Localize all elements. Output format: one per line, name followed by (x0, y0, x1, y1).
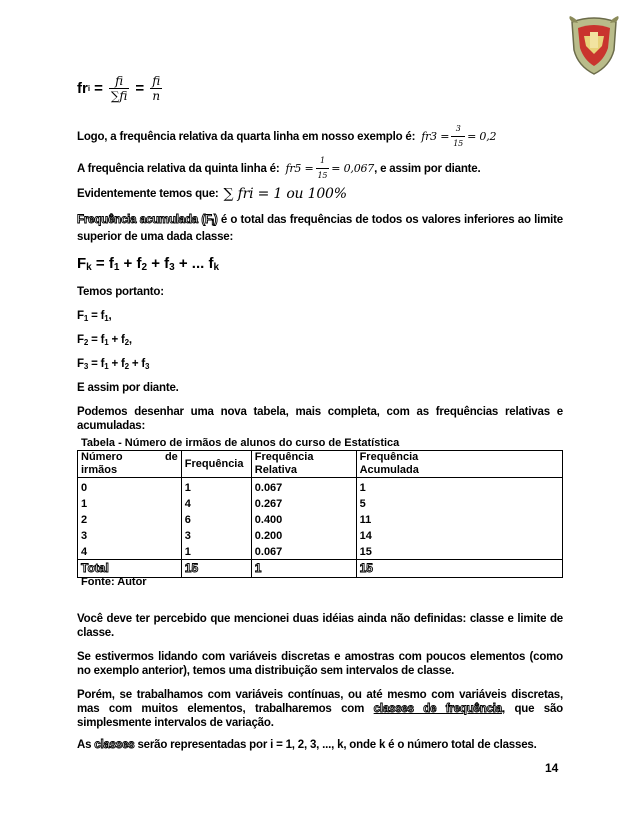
table-row (78, 495, 563, 511)
cell: 0.067 (251, 543, 356, 560)
eq-sub: 2 (124, 362, 129, 371)
fraction-denominator: 15 (317, 171, 328, 180)
fraction-fi-sum (109, 74, 130, 103)
fr5-result: = 0,067 (331, 161, 375, 175)
classes-de-frequencia-term: classes de frequência (373, 703, 502, 715)
table-caption: Tabela - Número de irmãos de alunos do curso de Estatística (81, 437, 400, 449)
cell: 3 (181, 527, 251, 543)
Fk-F: F (77, 255, 87, 272)
fraction-denominator: ∑fi (110, 89, 128, 103)
acumulada-definition (77, 213, 563, 244)
fr5-math: fr5 = (285, 161, 314, 175)
cell: 5 (356, 495, 562, 511)
eq-part: F (77, 310, 84, 322)
eq-part: = f (88, 334, 105, 346)
fraction-denominator: 15 (453, 139, 464, 148)
eq-sub: 1 (83, 314, 89, 323)
page-number: 14 (545, 761, 559, 775)
fraction-fi-n (150, 74, 162, 103)
header-frequencia (181, 451, 251, 478)
eq-sub: 3 (83, 362, 89, 371)
Fk-p2: + f (147, 255, 170, 272)
table-source: Fonte: Autor (81, 576, 147, 588)
table-total-row (78, 560, 563, 578)
eq-sub: 1 (104, 338, 109, 347)
eq-part: + f (108, 334, 125, 346)
header-relativa-b: Relativa (254, 464, 297, 476)
temos-portanto: Temos portanto: (77, 286, 164, 298)
cell: 2 (78, 511, 182, 527)
Fk-p1: + f (119, 255, 142, 272)
header-relativa (251, 451, 356, 478)
eq-sub: 3 (145, 362, 150, 371)
acumulada-term-end: ) (213, 214, 218, 226)
equation-F2 (77, 333, 132, 350)
cell: 6 (181, 511, 251, 527)
fr3-math: fr3 = (421, 129, 450, 143)
fraction-numerator: fi (152, 74, 161, 88)
Fk-s1: 1 (113, 262, 120, 273)
Fk-p3: + ... f (174, 255, 214, 272)
paragraph-classes (77, 738, 563, 752)
classes-term: classes (94, 739, 135, 751)
table-row (78, 527, 563, 543)
Fk-eq: = f (91, 255, 114, 272)
line-fr3 (77, 122, 496, 151)
formula-fr (77, 74, 164, 103)
total-cell: 15 (181, 560, 251, 578)
line-fr3-text: Logo, a frequência relativa da quarta linha em nosso exemplo é: (77, 130, 416, 143)
eq-part: = f (88, 310, 105, 322)
cell: 0.200 (251, 527, 356, 543)
frequency-table (77, 450, 563, 578)
eq-part: + f (108, 358, 125, 370)
fraction-3-15 (451, 122, 465, 151)
eq-sub: 1 (104, 314, 109, 323)
eq-part: , (108, 310, 112, 322)
fraction-denominator: n (152, 89, 161, 103)
podemos-paragraph: Podemos desenhar uma nova tabela, mais completa, com as frequências relativas e acumuladas: (77, 406, 563, 432)
eq-part: , (128, 334, 132, 346)
eq-part: F (77, 334, 84, 346)
cell: 3 (78, 527, 182, 543)
acumulada-term-text: Frequência acumulada (F (77, 214, 212, 226)
cell: 14 (356, 527, 562, 543)
sum-equals-one: ∑ fri = 1 ou 100% (223, 186, 347, 202)
fraction-1-15 (316, 154, 330, 183)
header-numero-a: Número (81, 451, 123, 463)
header-numero-c: irmãos (81, 464, 118, 476)
header-frequencia-text: Frequência (184, 457, 244, 470)
eq-sub: 2 (124, 338, 129, 347)
header-acumulada-b: Acumulada (359, 464, 419, 476)
line-fr5 (77, 154, 480, 183)
fr3-result: = 0,2 (467, 129, 497, 143)
coat-of-arms-icon (566, 14, 622, 76)
acumulada-text: é o total das frequências de todos os valores inferiores ao limite superior de uma dada classe: (77, 214, 564, 243)
header-acumulada (356, 451, 562, 478)
header-numero-b: de (164, 451, 178, 463)
cell: 0.067 (251, 478, 356, 496)
cell: 15 (356, 543, 562, 560)
para3-post: , que são simplesmente intervalos de variação. (77, 703, 563, 729)
acumulada-term (77, 214, 217, 226)
fraction-numerator: fi (109, 74, 130, 89)
assim-por-diante: E assim por diante. (77, 382, 179, 394)
para3-pre: Porém, se trabalhamos com variáveis contínuas, ou até mesmo com variáveis discretas, mas com muitos elementos, trabalharemos com (77, 689, 563, 715)
equals-sign: = (94, 80, 103, 97)
cell: 1 (78, 495, 182, 511)
cell: 1 (356, 478, 562, 496)
equation-F1 (77, 309, 111, 326)
evidentemente-text: Evidentemente temos que: (77, 188, 219, 200)
cell: 1 (181, 478, 251, 496)
eq-sub: 2 (83, 338, 89, 347)
header-numero (78, 451, 182, 478)
cell: 0.400 (251, 511, 356, 527)
fraction-numerator: 3 (451, 122, 465, 137)
equals-sign: = (135, 80, 145, 97)
eq-sub: 1 (104, 362, 109, 371)
eq-part: + f (128, 358, 145, 370)
fraction-numerator: 1 (316, 154, 330, 169)
cell: 0.267 (251, 495, 356, 511)
formula-Fk (77, 255, 219, 273)
cell: 1 (181, 543, 251, 560)
Fk-s2: 2 (141, 262, 148, 273)
table-row (78, 543, 563, 560)
line-evidentemente (77, 187, 347, 201)
para4-pre: As (77, 739, 95, 751)
Fk-sk: k (213, 262, 220, 273)
line-fr5-tail: , e assim por diante. (374, 162, 481, 175)
Fk-s3: 3 (169, 262, 175, 273)
header-acumulada-a: Frequência (359, 451, 419, 463)
fr-label: fr (77, 80, 88, 97)
paragraph-discretas: Se estivermos lidando com variáveis discretas e amostras com poucos elementos (como no exemplo anterior), temos uma distribuição sem intervalos de classe. (77, 651, 563, 677)
table-row (78, 511, 563, 527)
eq-part: F (77, 358, 84, 370)
total-cell: 15 (356, 560, 562, 578)
cell: 4 (181, 495, 251, 511)
eq-part: = f (88, 358, 105, 370)
line-fr5-text: A frequência relativa da quinta linha é: (77, 162, 280, 175)
para4-post: serão representadas por i = 1, 2, 3, ..., k, onde k é o número total de classes. (134, 739, 537, 751)
fr-sub: i (87, 84, 91, 93)
acumulada-term-sub: i (211, 218, 214, 227)
cell: 4 (78, 543, 182, 560)
table-header-row (78, 451, 563, 478)
table-row (78, 478, 563, 496)
Fk-sub: k (86, 262, 92, 273)
paragraph-continuas (77, 688, 563, 730)
cell: 0 (78, 478, 182, 496)
equation-F3 (77, 357, 149, 374)
header-relativa-a: Frequência (254, 451, 314, 463)
paragraph-classe: Você deve ter percebido que mencionei duas idéias ainda não definidas: classe e limite de classe. (77, 613, 563, 639)
cell: 11 (356, 511, 562, 527)
total-cell: 1 (251, 560, 356, 578)
total-label: Total (78, 560, 182, 578)
